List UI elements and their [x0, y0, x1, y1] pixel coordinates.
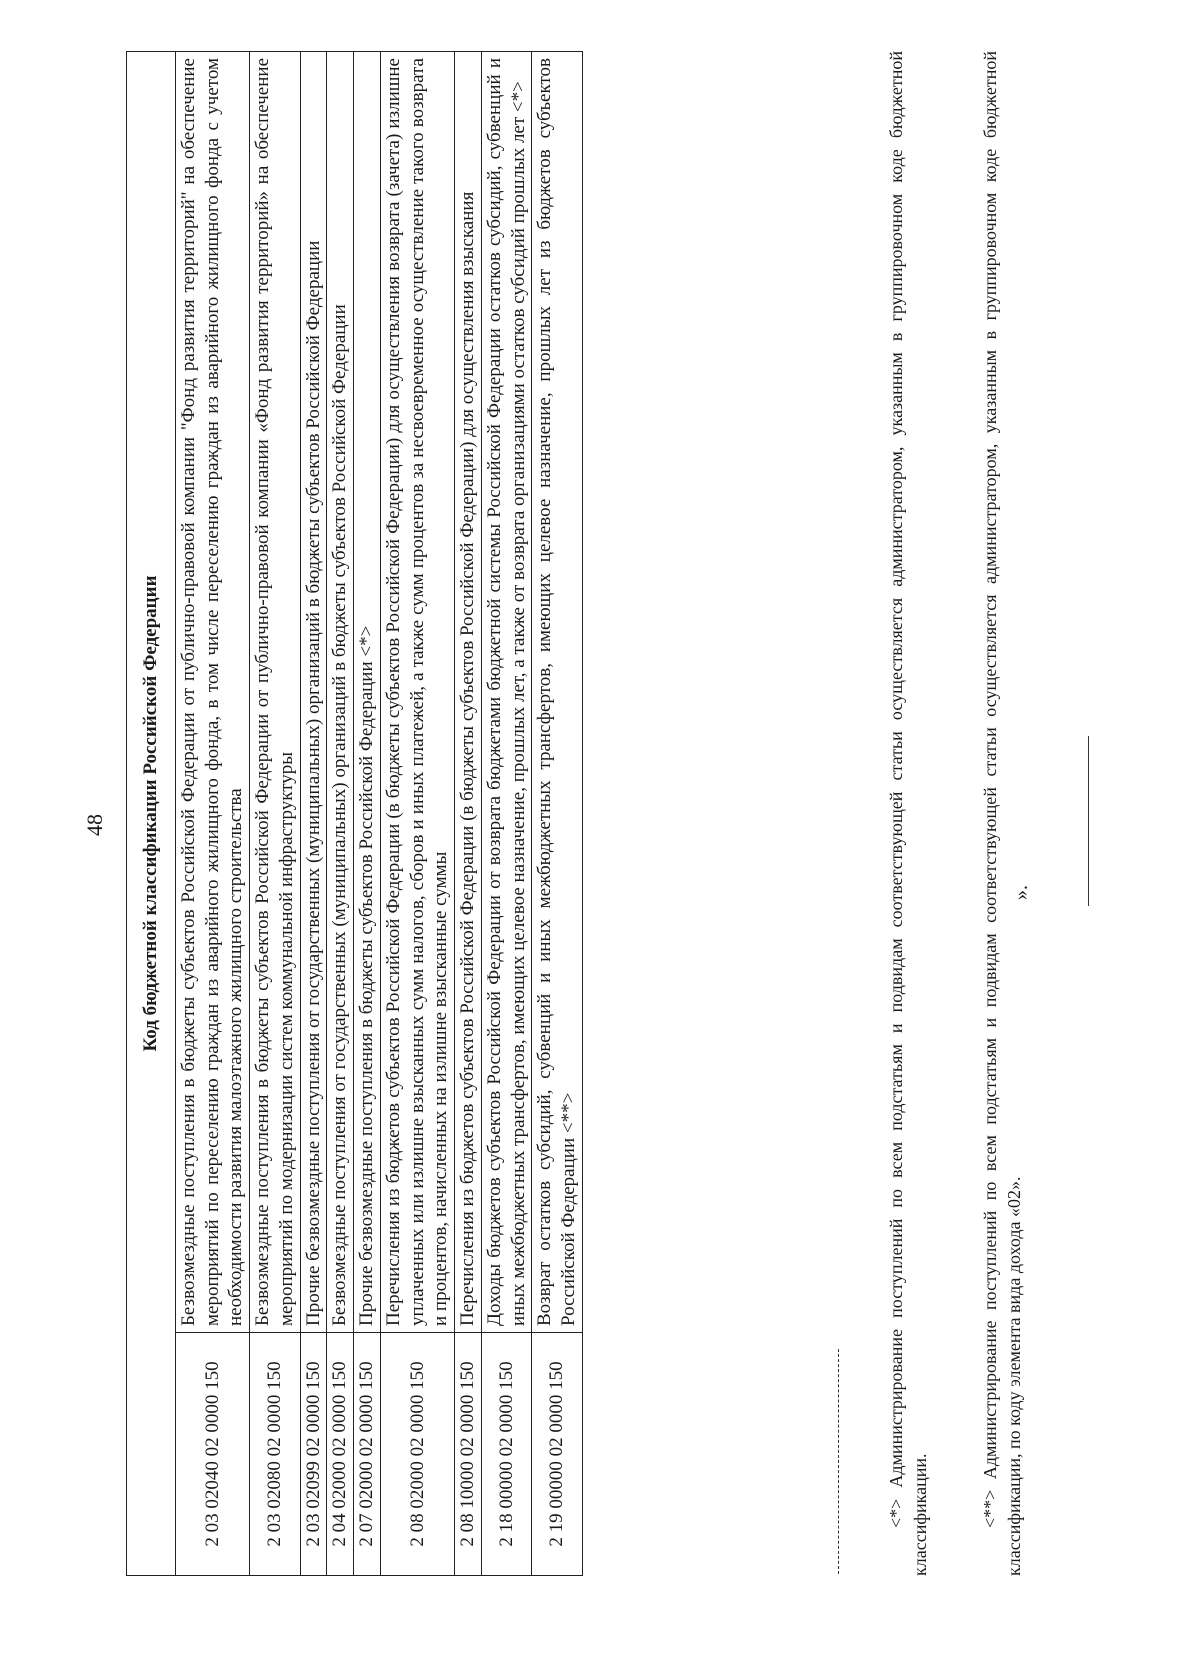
table-row: [455, 52, 482, 1576]
income-description: Доходы бюджетов субъектов Российской Федерации от возврата бюджетами бюджетной системы Российской Федерации остатков субсидий, субвенций и иных межбюджетных трансфертов, имеющих целевое назначение, прошлых лет, а также от возврата организациями остатков субсидий прошлых лет <*>: [481, 52, 532, 1333]
budget-code: 2 08 10000 02 0000 150: [455, 1333, 482, 1576]
budget-classification-table: [126, 51, 583, 1576]
income-description: Перечисления из бюджетов субъектов Российской Федерации (в бюджеты субъектов Российской Федерации) для осуществления возврата (зачета) излишне уплаченных или излишне взысканных сумм налогов, сборов и иных платежей, а также сумм процентов за несвоевременное осуществление такого возврата и процентов, начисленных на излишне взысканные суммы: [380, 52, 454, 1333]
budget-code: 2 07 02000 02 0000 150: [354, 1333, 381, 1576]
table-row: [250, 52, 301, 1576]
table-header-row: [127, 52, 176, 1576]
income-description: Безвозмездные поступления в бюджеты субъектов Российской Федерации от публично-правовой компании "Фонд развития территорий" на обеспечение мероприятий по переселению граждан из аварийного жилищного фонда, в том числе переселению граждан из аварийного жилищного фонда с учетом необходимости развития малоэтажного жилищного строительства: [175, 52, 249, 1333]
budget-code: 2 08 02000 02 0000 150: [380, 1333, 454, 1576]
footnote-1: <*> Администрирование поступлений по всем подстатьям и подвидам соответствующей статьи осуществляется администратором, указанным в группировочном коде бюджетной классификации.: [886, 51, 931, 1576]
closing-quote-mark: ».: [1010, 885, 1032, 900]
table-row: [175, 52, 249, 1576]
income-description: Безвозмездные поступления в бюджеты субъектов Российской Федерации от публично-правовой компании «Фонд развития территорий» на обеспечение мероприятий по модернизации систем коммунальной инфраструктуры: [250, 52, 301, 1333]
table-row: [532, 52, 583, 1576]
income-description: Перечисления из бюджетов субъектов Российской Федерации (в бюджеты субъектов Российской Федерации) для осуществления взыскания: [455, 52, 482, 1333]
income-description: Прочие безвозмездные поступления от государственных (муниципальных) организаций в бюджеты субъектов Российской Федерации: [300, 52, 327, 1333]
budget-code: 2 04 02000 02 0000 150: [327, 1333, 354, 1576]
table-row: [380, 52, 454, 1576]
budget-code: 2 18 00000 02 0000 150: [481, 1333, 532, 1576]
closing-rule: [1088, 736, 1089, 906]
table-row: [327, 52, 354, 1576]
footnote-separator: [838, 1349, 839, 1574]
table-row: [354, 52, 381, 1576]
budget-code: 2 03 02040 02 0000 150: [175, 1333, 249, 1576]
table-row: [300, 52, 327, 1576]
budget-code: 2 19 00000 02 0000 150: [532, 1333, 583, 1576]
page-number: 48: [82, 814, 107, 836]
income-description: Безвозмездные поступления от государственных (муниципальных) организаций в бюджеты субъектов Российской Федерации: [327, 52, 354, 1333]
budget-code: 2 03 02080 02 0000 150: [250, 1333, 301, 1576]
income-description: Возврат остатков субсидий, субвенций и иных межбюджетных трансфертов, имеющих целевое назначение, прошлых лет из бюджетов субъектов Российской Федерации <**>: [532, 52, 583, 1333]
table-header: Код бюджетной классификации Российской Федерации: [127, 52, 176, 1576]
budget-code: 2 03 02099 02 0000 150: [300, 1333, 327, 1576]
income-description: Прочие безвозмездные поступления в бюджеты субъектов Российской Федерации <*>: [354, 52, 381, 1333]
table-row: [481, 52, 532, 1576]
footnote-2: <**> Администрирование поступлений по всем подстатьям и подвидам соответствующей статьи осуществляется администратором, указанным в группировочном коде бюджетной классификации, по коду элемента вида дохода «02».: [980, 51, 1025, 1576]
